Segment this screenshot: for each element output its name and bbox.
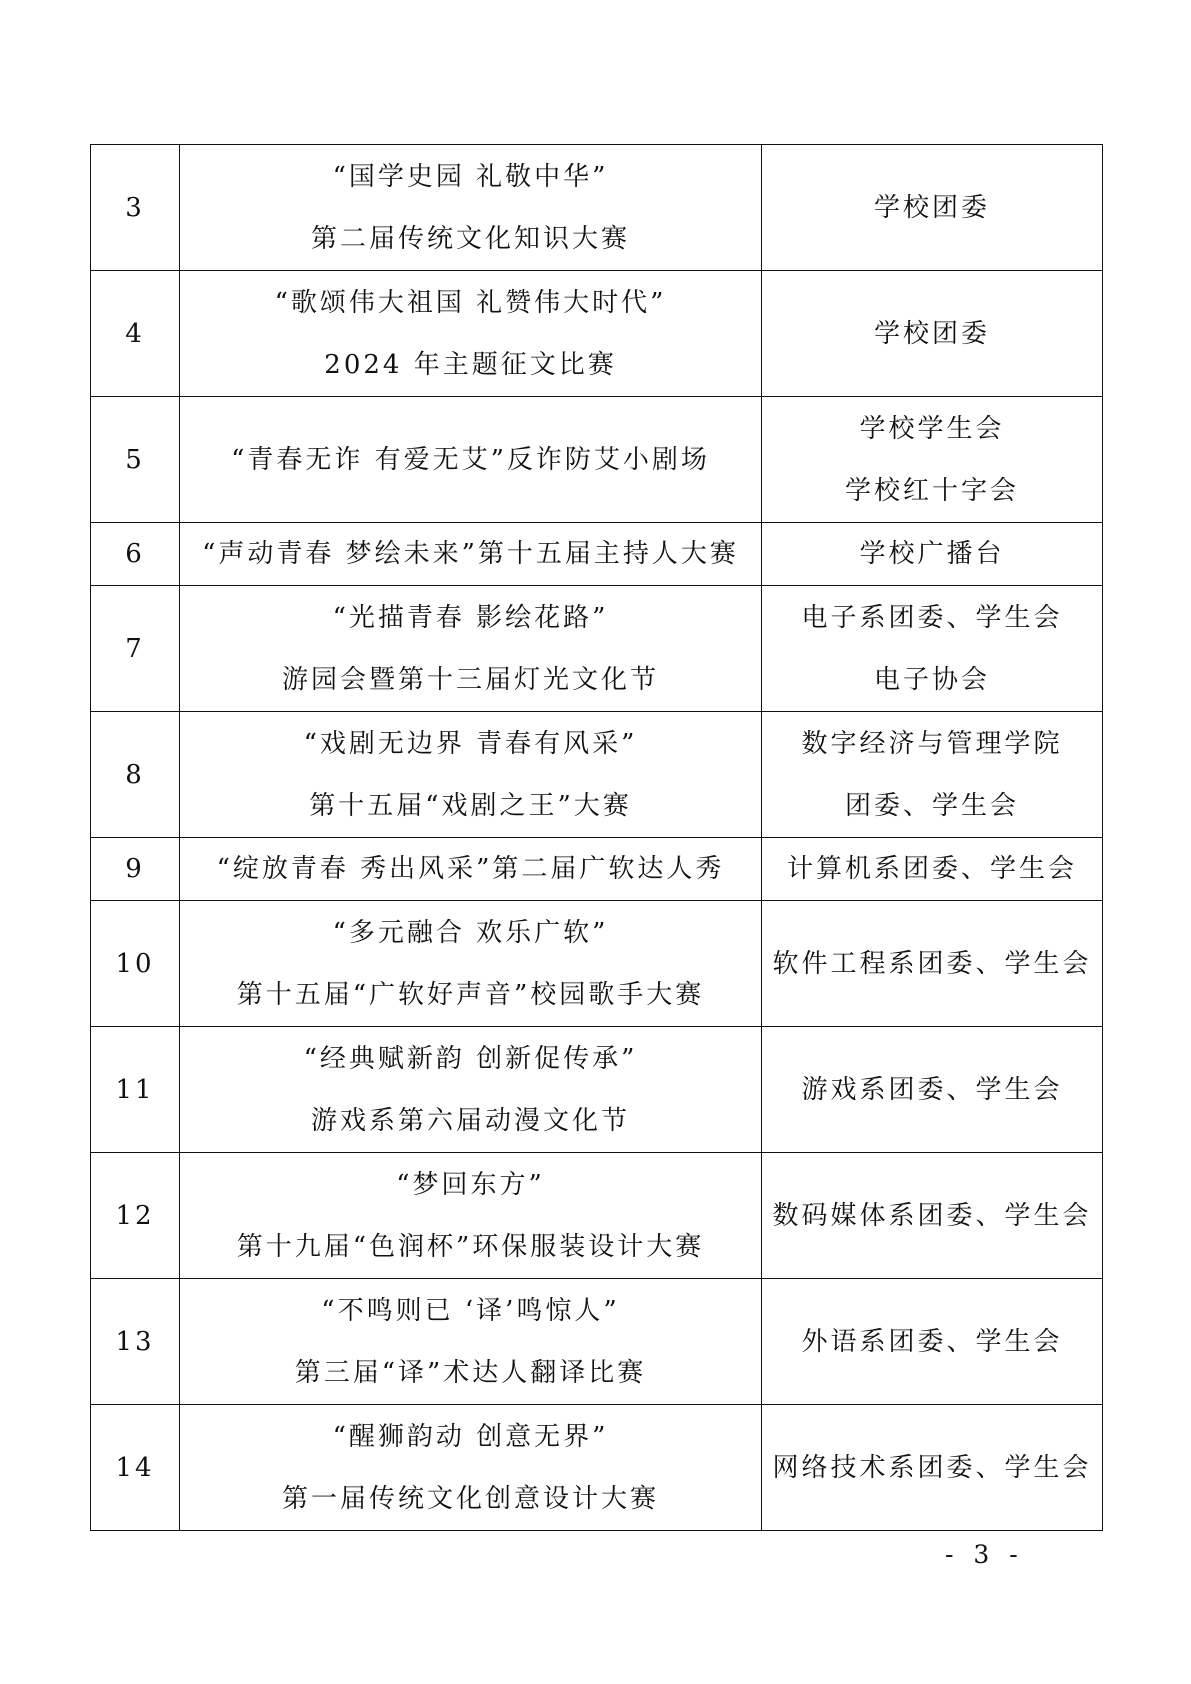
organizer-cell <box>762 838 1103 901</box>
event-name-line: “国学史园 礼敬中华” <box>332 161 609 192</box>
row-number-cell: 13 <box>91 1279 180 1405</box>
event-name-line: 第二届传统文化知识大赛 <box>310 223 630 254</box>
event-name-line: 游园会暨第十三届灯光文化节 <box>281 664 659 695</box>
row-number-cell: 5 <box>91 397 180 523</box>
organizer-line: 数码媒体系团委、学生会 <box>772 1200 1092 1231</box>
row-number-cell: 6 <box>91 523 180 586</box>
organizer-line: 团委、学生会 <box>844 790 1019 821</box>
event-name-cell <box>180 901 762 1027</box>
organizer-line: 电子协会 <box>873 664 990 695</box>
organizer-cell <box>762 586 1103 712</box>
table-row <box>91 901 1103 1027</box>
event-name-line: “醒狮韵动 创意无界” <box>332 1421 609 1452</box>
organizer-line: 学校团委 <box>873 318 990 349</box>
organizer-line: 网络技术系团委、学生会 <box>772 1452 1092 1483</box>
table-row <box>91 586 1103 712</box>
organizer-line: 外语系团委、学生会 <box>801 1326 1063 1357</box>
row-number-cell: 9 <box>91 838 180 901</box>
event-name-line: “绽放青春 秀出风采”第二届广软达人秀 <box>216 854 725 884</box>
event-name-line: 第十九届“色润杯”环保服装设计大赛 <box>236 1231 705 1262</box>
event-name-cell <box>180 523 762 586</box>
event-name-line: “戏剧无边界 青春有风采” <box>303 728 638 759</box>
event-name-line: “多元融合 欢乐广软” <box>332 917 609 948</box>
row-number-cell: 10 <box>91 901 180 1027</box>
organizer-cell <box>762 901 1103 1027</box>
event-name-line: “青春无诈 有爱无艾”反诈防艾小剧场 <box>231 444 710 475</box>
row-number-cell: 8 <box>91 712 180 838</box>
organizer-line: 软件工程系团委、学生会 <box>772 948 1092 979</box>
organizer-line: 游戏系团委、学生会 <box>801 1074 1063 1105</box>
organizer-line: 学校团委 <box>873 192 990 223</box>
row-number-cell: 7 <box>91 586 180 712</box>
event-name-line: 第三届“译”术达人翻译比赛 <box>294 1357 647 1388</box>
event-name-line: “梦回东方” <box>396 1169 545 1200</box>
row-number-cell: 4 <box>91 271 180 397</box>
organizer-cell <box>762 1153 1103 1279</box>
row-number-cell: 14 <box>91 1405 180 1531</box>
row-number-cell: 11 <box>91 1027 180 1153</box>
organizer-line: 电子系团委、学生会 <box>801 602 1063 633</box>
organizer-line: 学校广播台 <box>859 539 1005 569</box>
event-name-cell <box>180 397 762 523</box>
organizer-cell <box>762 1405 1103 1531</box>
event-name-line: “不鸣则已 ‘译’鸣惊人” <box>321 1295 620 1326</box>
event-name-cell <box>180 145 762 271</box>
table-row <box>91 1153 1103 1279</box>
event-name-cell <box>180 712 762 838</box>
organizer-cell <box>762 145 1103 271</box>
table-row <box>91 523 1103 586</box>
organizer-line: 计算机系团委、学生会 <box>786 854 1077 884</box>
event-name-cell <box>180 838 762 901</box>
event-name-cell <box>180 271 762 397</box>
page-number: - 3 - <box>945 1540 1024 1569</box>
organizer-cell <box>762 712 1103 838</box>
organizer-cell <box>762 1279 1103 1405</box>
organizer-line: 学校红十字会 <box>844 475 1019 506</box>
organizer-cell <box>762 523 1103 586</box>
organizer-cell <box>762 397 1103 523</box>
event-name-line: 第一届传统文化创意设计大赛 <box>281 1483 659 1514</box>
event-name-cell <box>180 586 762 712</box>
row-number-cell: 3 <box>91 145 180 271</box>
row-number-cell: 12 <box>91 1153 180 1279</box>
table-row <box>91 1279 1103 1405</box>
table-row <box>91 1405 1103 1531</box>
event-name-line: “歌颂伟大祖国 礼赞伟大时代” <box>274 287 667 318</box>
organizer-cell <box>762 1027 1103 1153</box>
table-row <box>91 1027 1103 1153</box>
event-name-cell <box>180 1279 762 1405</box>
events-table-body <box>91 145 1103 1531</box>
event-name-line: “光描青春 影绘花路” <box>332 602 609 633</box>
event-name-line: 第十五届“广软好声音”校园歌手大赛 <box>236 979 705 1010</box>
event-name-line: 游戏系第六届动漫文化节 <box>310 1105 630 1136</box>
event-name-cell <box>180 1027 762 1153</box>
event-name-line: 2024 年主题征文比赛 <box>324 349 617 380</box>
table-row <box>91 838 1103 901</box>
table-row <box>91 271 1103 397</box>
organizer-cell <box>762 271 1103 397</box>
event-name-cell <box>180 1153 762 1279</box>
table-row <box>91 712 1103 838</box>
events-table <box>90 144 1103 1531</box>
event-name-cell <box>180 1405 762 1531</box>
table-row <box>91 145 1103 271</box>
event-name-line: “声动青春 梦绘未来”第十五届主持人大赛 <box>202 539 739 569</box>
organizer-line: 数字经济与管理学院 <box>801 728 1063 759</box>
event-name-line: “经典赋新韵 创新促传承” <box>303 1043 638 1074</box>
organizer-line: 学校学生会 <box>859 413 1005 444</box>
event-name-line: 第十五届“戏剧之王”大赛 <box>309 790 632 821</box>
table-row <box>91 397 1103 523</box>
